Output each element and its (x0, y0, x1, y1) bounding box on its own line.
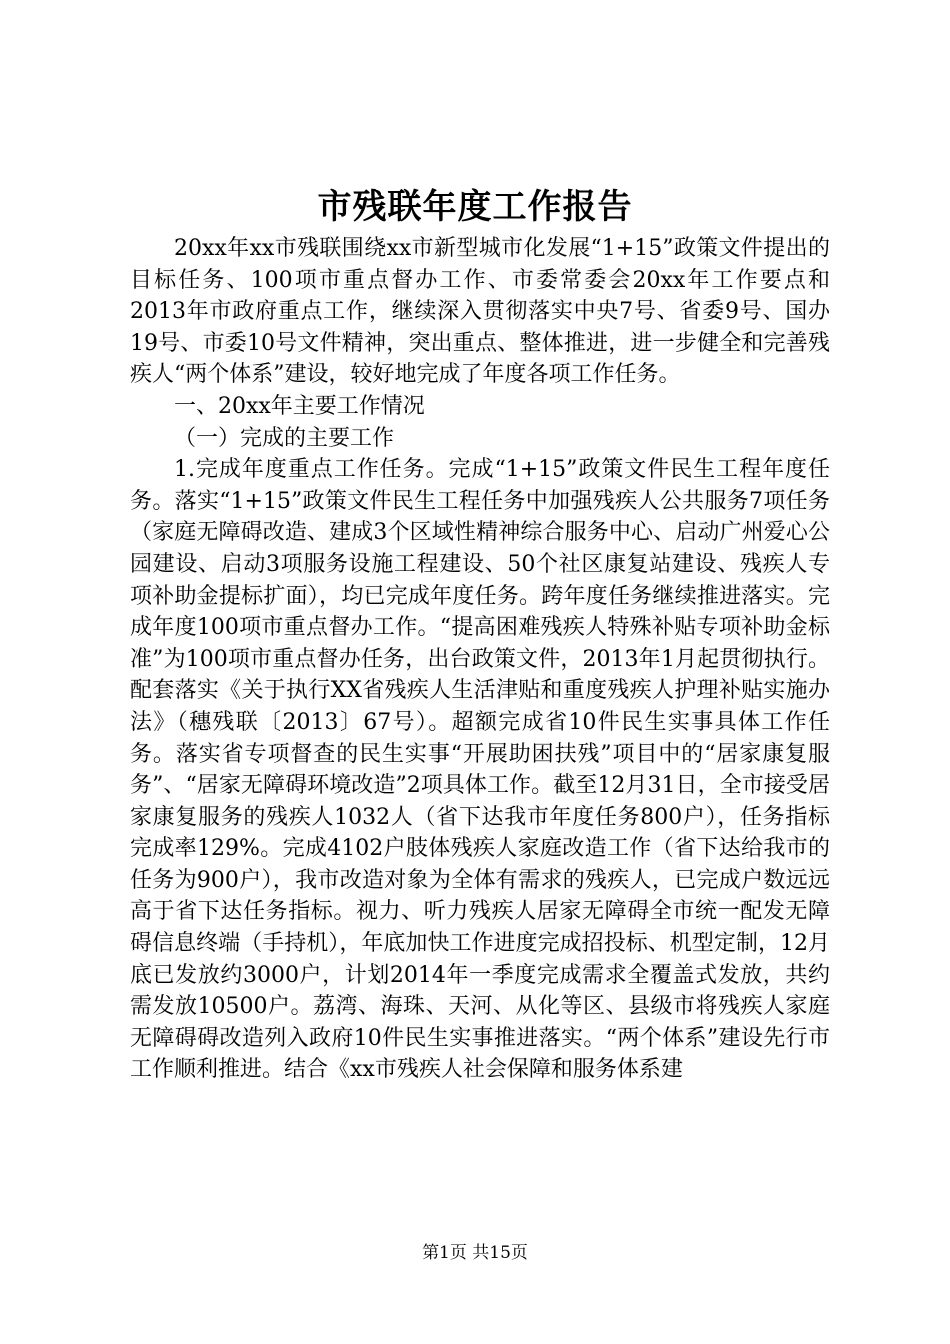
subsection-heading: （一）完成的主要工作 (174, 425, 395, 451)
document-title: 市残联年度工作报告 (317, 187, 633, 227)
document-body (130, 233, 830, 1086)
intro-paragraph: 20xx年xx市残联围绕xx市新型城市化发展“1+15”政策文件提出的目标任务、100项市重点督办工作、市委常委会20xx年工作要点和2013年市政府重点工作，继续深入贯彻落实中央7号、省委9号、国办19号、市委10号文件精神，突出重点、整体推进，进一步健全和完善残疾人“两个体系”建设，较好地完成了年度各项工作任务。 (130, 236, 830, 388)
section-heading: 一、20xx年主要工作情况 (174, 393, 425, 419)
body-paragraph: 1.完成年度重点工作任务。完成“1+15”政策文件民生工程年度任务。落实“1+15”政策文件民生工程任务中加强残疾人公共服务7项任务（家庭无障碍改造、建成3个区域性精神综合服务中心、启动广州爱心公园建设、启动3项服务设施工程建设、50个社区康复站建设、残疾人专项补助金提标扩面），均已完成年度任务。跨年度任务继续推进落实。完成年度100项市重点督办工作。“提高困难残疾人特殊补贴专项补助金标准”为100项市重点督办任务，出台政策文件，2013年1月起贯彻执行。配套落实《关于执行XX省残疾人生活津贴和重度残疾人护理补贴实施办法》（穗残联〔2013〕67号）。超额完成省10件民生实事具体工作任务。落实省专项督查的民生实事“开展助困扶残”项目中的“居家康复服务”、“居家无障碍环境改造”2项具体工作。截至12月31日，全市接受居家康复服务的残疾人1032人（省下达我市年度任务800户），任务指标完成率129%。完成4102户肢体残疾人家庭改造工作（省下达给我市的任务为900户），我市改造对象为全体有需求的残疾人，已完成户数远远高于省下达任务指标。视力、听力残疾人居家无障碍全市统一配发无障碍信息终端（手持机），年底加快工作进度完成招投标、机型定制，12月底已发放约3000户，计划2014年一季度完成需求全覆盖式发放，共约需发放10500户。荔湾、海珠、天河、从化等区、县级市将残疾人家庭无障碍碍改造列入政府10件民生实事推进落实。“两个体系”建设先行市工作顺利推进。结合《xx市残疾人社会保障和服务体系建 (130, 457, 830, 1083)
page-number: 第1页 共15页 (422, 1243, 528, 1263)
